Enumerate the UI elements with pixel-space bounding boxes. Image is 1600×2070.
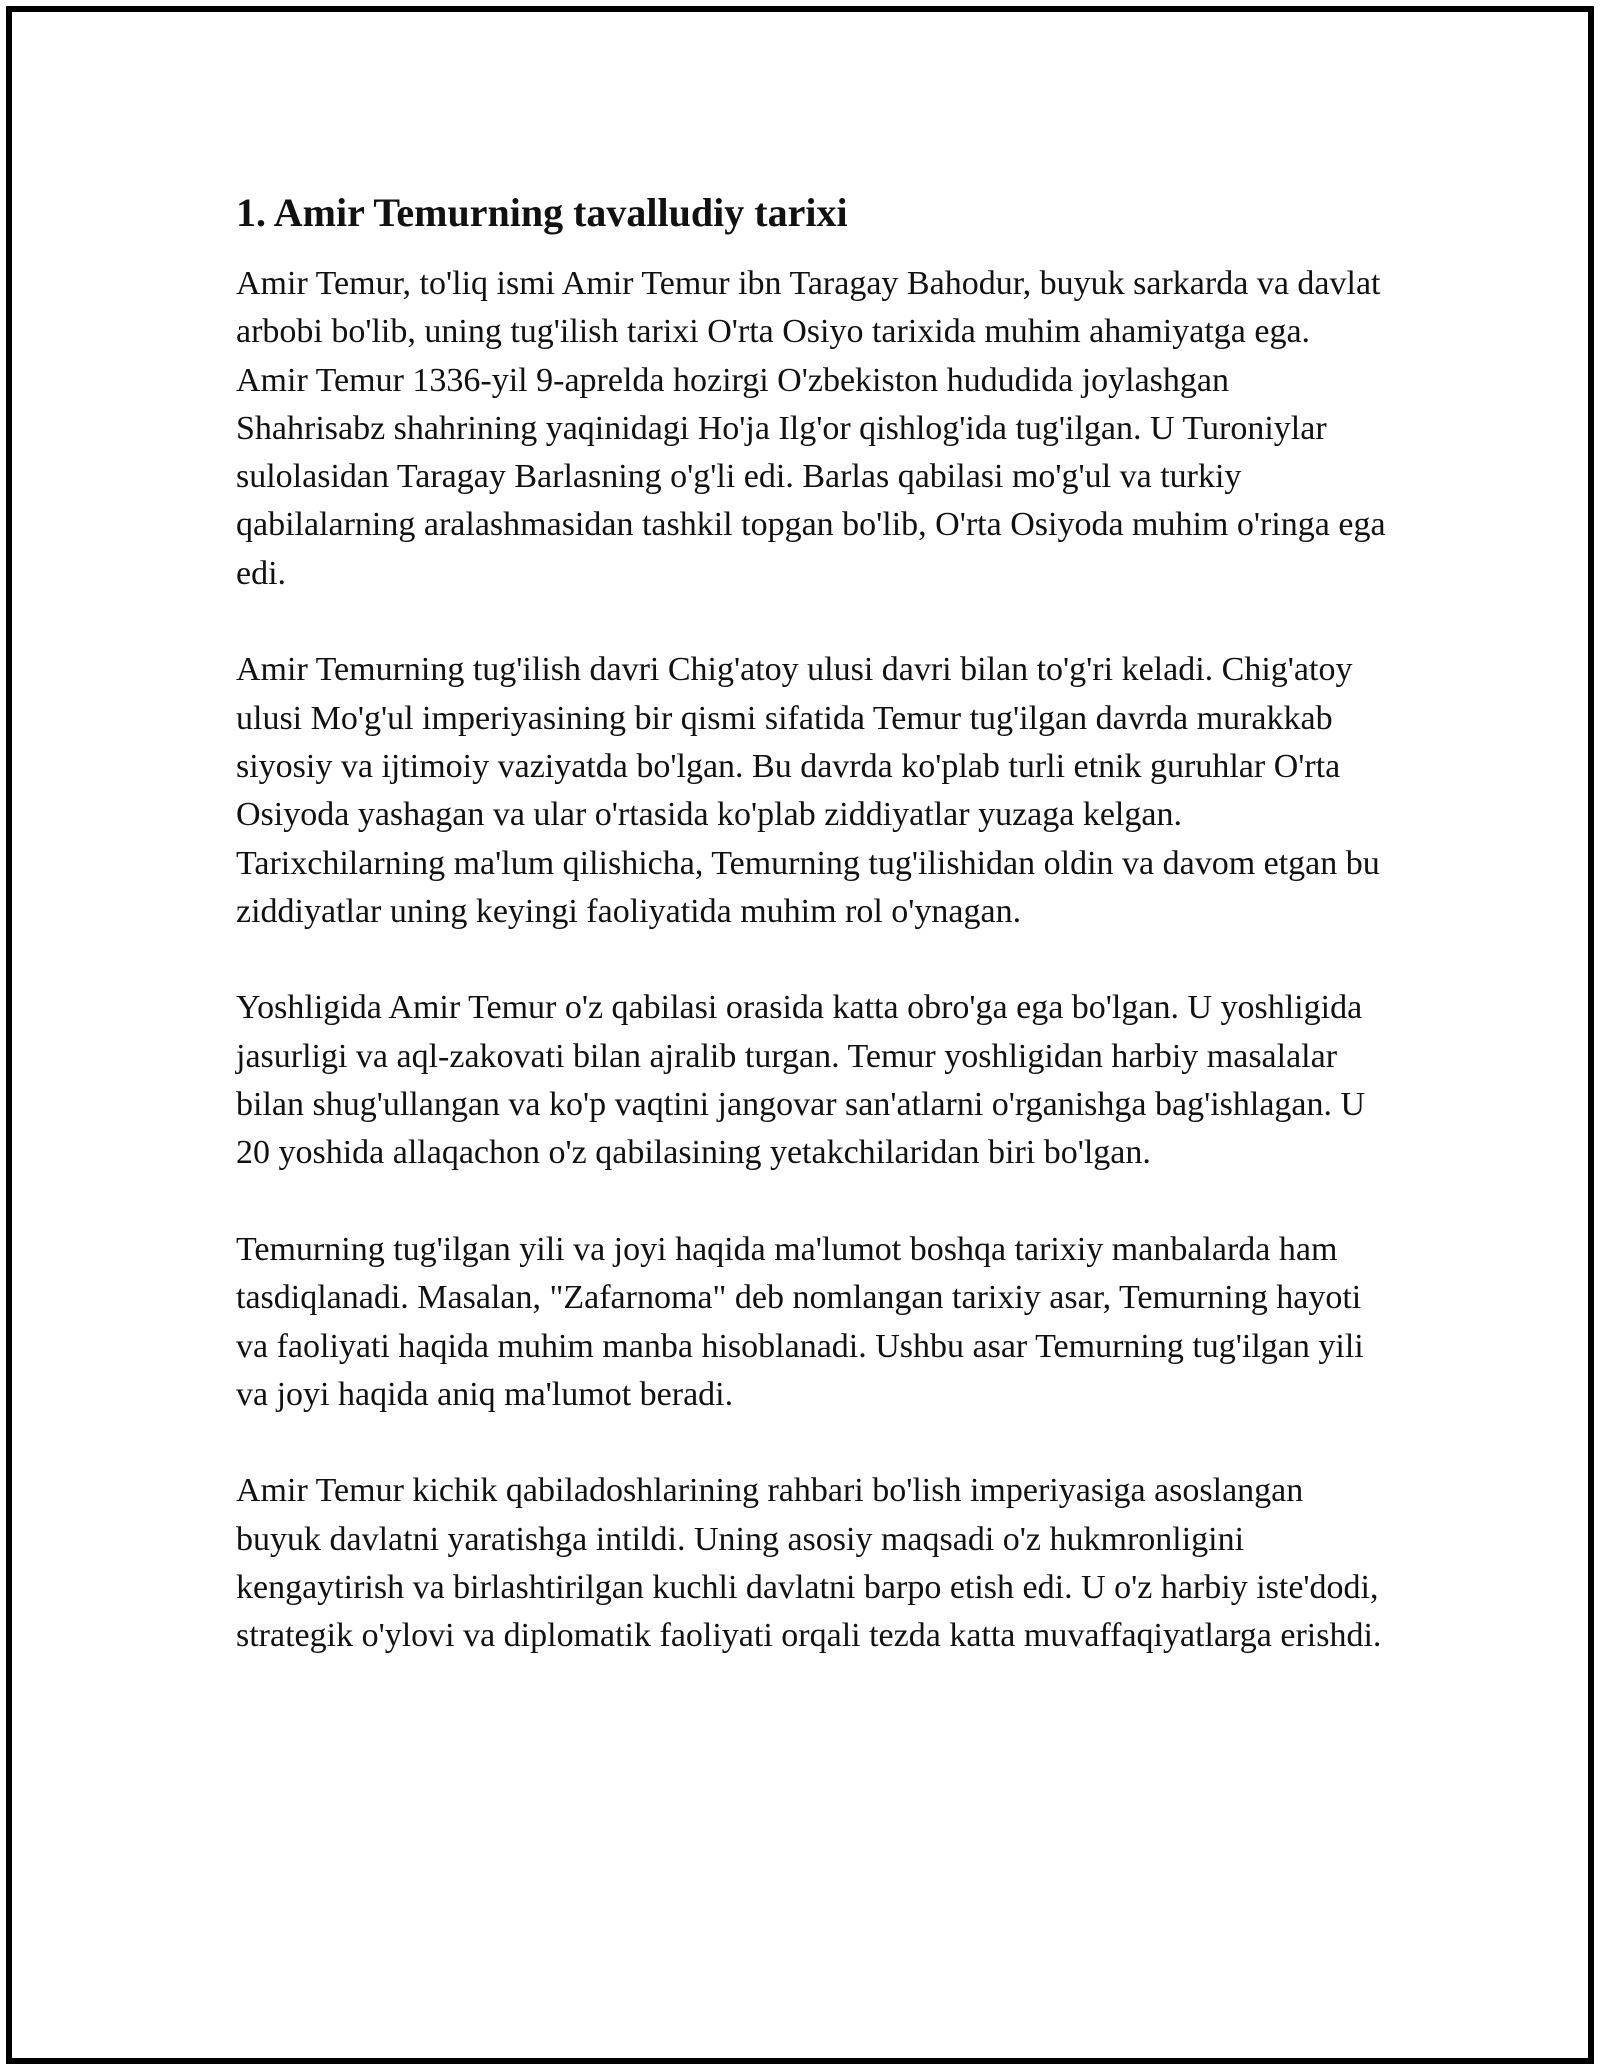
paragraph-2: Amir Temurning tug'ilish davri Chig'atoy ulusi davri bilan to'g'ri keladi. Chig'atoy ulusi Mo'g'ul imperiyasining bir qismi sifatida Temur tug'ilgan davrda murakkab siyosiy va ijtimoiy vaziyatda bo'lgan. Bu davrda ko'plab turli etnik guruhlar O'rta Osiyoda yashagan va ular o'rtasida ko'plab ziddiyatlar yuzaga kelgan. Tarixchilarning ma'lum qilishicha, Temurning tug'ilishidan oldin va davom etgan bu ziddiyatlar uning keyingi faoliyatida muhim rol o'ynagan. bbox=[236, 651, 1380, 930]
paragraph-1: Amir Temur, to'liq ismi Amir Temur ibn Taragay Bahodur, buyuk sarkarda va davlat arbobi bo'lib, uning tug'ilish tarixi O'rta Osiyo tarixida muhim ahamiyatga ega. Amir Temur 1336-yil 9-aprelda hozirgi O'zbekiston hududida joylashgan Shahrisabz shahrining yaqinidagi Ho'ja Ilg'or qishlog'ida tug'ilgan. U Turoniylar sulolasidan Taragay Barlasning o'g'li edi. Barlas qabilasi mo'g'ul va turkiy qabilalarning aralashmasidan tashkil topgan bo'lib, O'rta Osiyoda muhim o'ringa ega edi. bbox=[236, 265, 1386, 592]
document-body bbox=[236, 186, 1386, 1661]
paragraph-3: Yoshligida Amir Temur o'z qabilasi orasida katta obro'ga ega bo'lgan. U yoshligida jasurligi va aql-zakovati bilan ajralib turgan. Temur yoshligidan harbiy masalalar bilan shug'ullangan va ko'p vaqtini jangovar san'atlarni o'rganishga bag'ishlagan. U 20 yoshida allaqachon o'z qabilasining yetakchilaridan biri bo'lgan. bbox=[236, 989, 1366, 1172]
section-heading: 1. Amir Temurning tavalludiy tarixi bbox=[236, 190, 848, 235]
paragraph-5: Amir Temur kichik qabiladoshlarining rahbari bo'lish imperiyasiga asoslangan buyuk davlatni yaratishga intildi. Uning asosiy maqsadi o'z hukmronligini kengaytirish va birlashtirilgan kuchli davlatni barpo etish edi. U o'z harbiy iste'dodi, strategik o'ylovi va diplomatik faoliyati orqali tezda katta muvaffaqiyatlarga erishdi. bbox=[236, 1472, 1382, 1655]
paragraph-4: Temurning tug'ilgan yili va joyi haqida ma'lumot boshqa tarixiy manbalarda ham tasdiqlanadi. Masalan, "Zafarnoma" deb nomlangan tarixiy asar, Temurning hayoti va faoliyati haqida muhim manba hisoblanadi. Ushbu asar Temurning tug'ilgan yili va joyi haqida aniq ma'lumot beradi. bbox=[236, 1230, 1364, 1413]
